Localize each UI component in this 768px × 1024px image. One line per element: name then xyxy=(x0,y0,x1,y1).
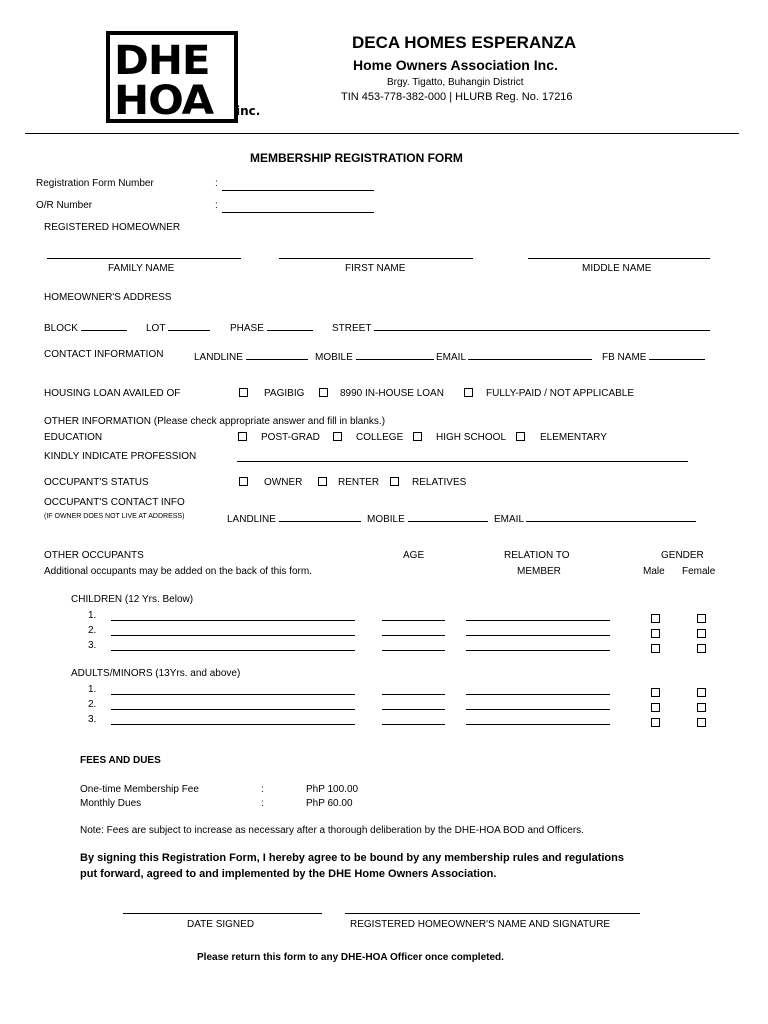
other-occupants-label: OTHER OCCUPANTS xyxy=(44,550,144,561)
homeowner-signature-field[interactable] xyxy=(345,913,640,914)
occ-mobile-label: MOBILE xyxy=(367,514,405,525)
colon: : xyxy=(261,784,264,795)
child-2-relation-field[interactable] xyxy=(466,635,610,636)
logo-text-bottom: HOA xyxy=(114,78,214,124)
child-1-age-field[interactable] xyxy=(382,620,445,621)
child-3-age-field[interactable] xyxy=(382,650,445,651)
adult-3-age-field[interactable] xyxy=(382,724,445,725)
block-label: BLOCK xyxy=(44,323,78,334)
occupant-contact-label: OCCUPANT'S CONTACT INFO xyxy=(44,497,185,508)
adult-3-male-checkbox[interactable] xyxy=(651,718,660,727)
post-grad-label: POST-GRAD xyxy=(261,432,320,443)
or-number-label: O/R Number xyxy=(36,200,93,211)
other-info-label: OTHER INFORMATION (Please check appropriate answer and fill in blanks.) xyxy=(44,416,386,427)
child-1-name-field[interactable] xyxy=(111,620,355,621)
renter-label: RENTER xyxy=(338,477,380,488)
reg-form-number-label: Registration Form Number xyxy=(36,178,154,189)
adult-2-female-checkbox[interactable] xyxy=(697,703,706,712)
street-label: STREET xyxy=(332,323,372,334)
relatives-label: RELATIVES xyxy=(412,477,467,488)
colon: : xyxy=(215,200,218,211)
child-1-relation-field[interactable] xyxy=(466,620,610,621)
relation-header-2: MEMBER xyxy=(517,566,561,577)
adult-3-name-field[interactable] xyxy=(111,724,355,725)
occupant-contact-note: (IF OWNER DOES NOT LIVE AT ADDRESS) xyxy=(44,513,185,520)
owner-label: OWNER xyxy=(264,477,303,488)
housing-loan-label: HOUSING LOAN AVAILED OF xyxy=(44,388,181,399)
date-signed-field[interactable] xyxy=(123,913,322,914)
middle-name-field[interactable] xyxy=(528,258,710,259)
homeowner-signature-label: REGISTERED HOMEOWNER'S NAME AND SIGNATURE xyxy=(350,919,611,930)
gender-header: GENDER xyxy=(661,550,704,561)
lot-field[interactable] xyxy=(168,320,210,331)
phase-label: PHASE xyxy=(230,323,264,334)
fully-paid-label: FULLY-PAID / NOT APPLICABLE xyxy=(486,388,635,399)
adults-label: ADULTS/MINORS (13Yrs. and above) xyxy=(71,668,241,679)
monthly-dues-value: PhP 60.00 xyxy=(306,798,353,809)
adult-3-relation-field[interactable] xyxy=(466,724,610,725)
occ-email-label: EMAIL xyxy=(494,514,524,525)
reg-form-number-field[interactable] xyxy=(222,180,374,191)
inhouse-loan-checkbox[interactable] xyxy=(319,388,328,397)
row-number: 1. xyxy=(88,684,97,695)
other-occupants-note: Additional occupants may be added on the back of this form. xyxy=(44,566,312,577)
relation-header-1: RELATION TO xyxy=(504,550,570,561)
fully-paid-checkbox[interactable] xyxy=(464,388,473,397)
renter-checkbox[interactable] xyxy=(318,477,327,486)
footer-note: Please return this form to any DHE-HOA Officer once completed. xyxy=(197,952,504,963)
agreement-line-1: By signing this Registration Form, I hereby agree to be bound by any membership rules and regulations xyxy=(80,852,624,864)
colon: : xyxy=(261,798,264,809)
row-number: 3. xyxy=(88,714,97,725)
mobile-field[interactable] xyxy=(356,349,434,360)
elementary-checkbox[interactable] xyxy=(516,432,525,441)
monthly-dues-label: Monthly Dues xyxy=(80,798,142,809)
colon: : xyxy=(215,178,218,189)
or-number-field[interactable] xyxy=(222,202,374,213)
adult-2-relation-field[interactable] xyxy=(466,709,610,710)
first-name-label: FIRST NAME xyxy=(345,263,406,274)
pagibig-label: PAGIBIG xyxy=(264,388,305,399)
org-address: Brgy. Tigatto, Buhangin District xyxy=(387,77,524,88)
elementary-label: ELEMENTARY xyxy=(540,432,607,443)
lot-label: LOT xyxy=(146,323,166,334)
child-3-female-checkbox[interactable] xyxy=(697,644,706,653)
address-label: HOMEOWNER'S ADDRESS xyxy=(44,292,172,303)
first-name-field[interactable] xyxy=(279,258,473,259)
form-title: MEMBERSHIP REGISTRATION FORM xyxy=(250,151,463,165)
street-field[interactable] xyxy=(374,320,710,331)
child-1-male-checkbox[interactable] xyxy=(651,614,660,623)
phase-field[interactable] xyxy=(267,320,313,331)
college-label: COLLEGE xyxy=(356,432,404,443)
adult-3-female-checkbox[interactable] xyxy=(697,718,706,727)
row-number: 3. xyxy=(88,640,97,651)
child-3-relation-field[interactable] xyxy=(466,650,610,651)
org-name: DECA HOMES ESPERANZA xyxy=(352,33,577,52)
adult-2-name-field[interactable] xyxy=(111,709,355,710)
profession-field[interactable] xyxy=(237,461,688,462)
adult-1-age-field[interactable] xyxy=(382,694,445,695)
logo-inc: inc. xyxy=(236,104,261,118)
org-tin: TIN 453-778-382-000 | HLURB Reg. No. 17216 xyxy=(341,91,573,103)
fb-name-field[interactable] xyxy=(649,349,705,360)
row-number: 1. xyxy=(88,610,97,621)
middle-name-label: MIDDLE NAME xyxy=(582,263,652,274)
adult-1-relation-field[interactable] xyxy=(466,694,610,695)
female-header: Female xyxy=(682,566,716,577)
education-label: EDUCATION xyxy=(44,432,103,443)
child-3-male-checkbox[interactable] xyxy=(651,644,660,653)
high-school-checkbox[interactable] xyxy=(413,432,422,441)
family-name-label: FAMILY NAME xyxy=(108,263,175,274)
age-header: AGE xyxy=(403,550,425,561)
occ-landline-field[interactable] xyxy=(279,511,361,522)
family-name-field[interactable] xyxy=(47,258,241,259)
child-2-name-field[interactable] xyxy=(111,635,355,636)
occ-email-field[interactable] xyxy=(526,511,696,522)
male-header: Male xyxy=(643,566,665,577)
child-1-female-checkbox[interactable] xyxy=(697,614,706,623)
membership-fee-label: One-time Membership Fee xyxy=(80,784,199,795)
occ-landline-label: LANDLINE xyxy=(227,514,276,525)
child-2-age-field[interactable] xyxy=(382,635,445,636)
owner-checkbox[interactable] xyxy=(239,477,248,486)
relatives-checkbox[interactable] xyxy=(390,477,399,486)
membership-fee-value: PhP 100.00 xyxy=(306,784,359,795)
pagibig-checkbox[interactable] xyxy=(239,388,248,397)
row-number: 2. xyxy=(88,699,97,710)
landline-label: LANDLINE xyxy=(194,352,243,363)
child-2-female-checkbox[interactable] xyxy=(697,629,706,638)
adult-1-male-checkbox[interactable] xyxy=(651,688,660,697)
org-subtitle: Home Owners Association Inc. xyxy=(353,57,558,73)
agreement-line-2: put forward, agreed to and implemented by the DHE Home Owners Association. xyxy=(80,868,497,880)
adult-2-age-field[interactable] xyxy=(382,709,445,710)
college-checkbox[interactable] xyxy=(333,432,342,441)
inhouse-loan-label: 8990 IN-HOUSE LOAN xyxy=(340,388,444,399)
occ-mobile-field[interactable] xyxy=(408,511,488,522)
landline-field[interactable] xyxy=(246,349,308,360)
row-number: 2. xyxy=(88,625,97,636)
contact-label: CONTACT INFORMATION xyxy=(44,349,164,360)
fees-title: FEES AND DUES xyxy=(80,755,161,766)
post-grad-checkbox[interactable] xyxy=(238,432,247,441)
logo xyxy=(106,31,238,123)
children-label: CHILDREN (12 Yrs. Below) xyxy=(71,594,194,605)
header-divider xyxy=(25,133,739,134)
child-3-name-field[interactable] xyxy=(111,650,355,651)
block-field[interactable] xyxy=(81,320,127,331)
fees-note: Note: Fees are subject to increase as necessary after a thorough deliberation by the DHE-HOA BOD and Officers. xyxy=(80,825,584,836)
profession-label: KINDLY INDICATE PROFESSION xyxy=(44,451,197,462)
date-signed-label: DATE SIGNED xyxy=(187,919,255,930)
logo-text-top: DHE xyxy=(114,38,210,84)
adult-1-female-checkbox[interactable] xyxy=(697,688,706,697)
email-label: EMAIL xyxy=(436,352,466,363)
high-school-label: HIGH SCHOOL xyxy=(436,432,507,443)
child-2-male-checkbox[interactable] xyxy=(651,629,660,638)
registered-homeowner-label: REGISTERED HOMEOWNER xyxy=(44,222,181,233)
adult-1-name-field[interactable] xyxy=(111,694,355,695)
email-field[interactable] xyxy=(468,349,592,360)
adult-2-male-checkbox[interactable] xyxy=(651,703,660,712)
mobile-label: MOBILE xyxy=(315,352,353,363)
occupant-status-label: OCCUPANT'S STATUS xyxy=(44,477,149,488)
fb-name-label: FB NAME xyxy=(602,352,647,363)
